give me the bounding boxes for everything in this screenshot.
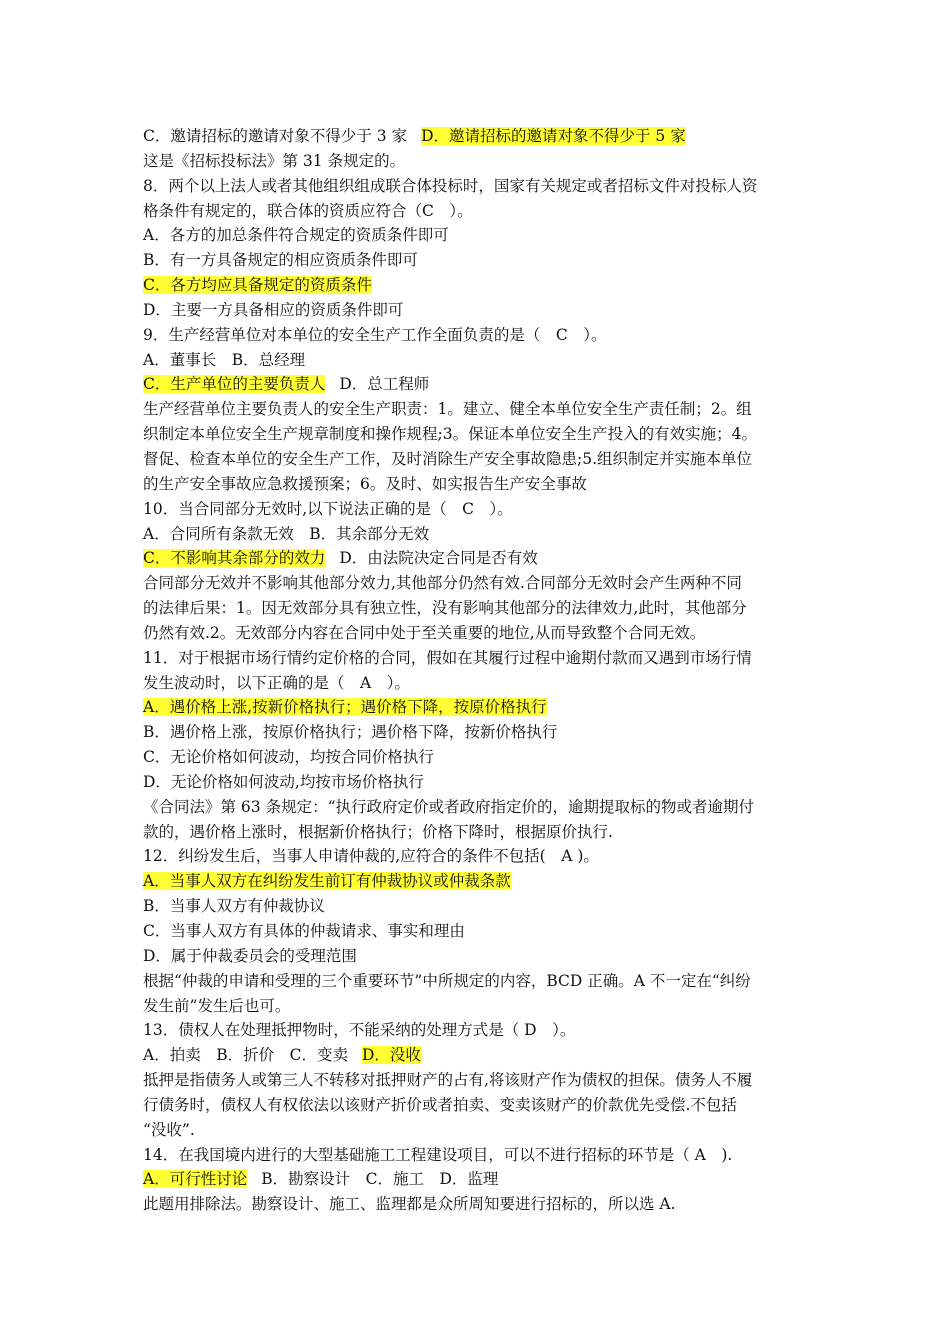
text-line	[143, 546, 823, 571]
text-line	[143, 1118, 823, 1143]
text-segment: 款的，遇价格上涨时，根据新价格执行；价格下降时，根据原价执行.	[143, 822, 613, 841]
highlighted-answer: C．生产单位的主要负责人	[143, 375, 326, 394]
text-line	[143, 447, 823, 472]
text-segment: D．总工程师	[339, 375, 430, 394]
text-segment: 《合同法》第 63 条规定：“执行政府定价或者政府指定价的，逾期提取标的物或者逾期付	[143, 797, 755, 816]
text-segment: “没收”.	[143, 1120, 195, 1139]
highlighted-answer: D．没收	[361, 1046, 421, 1065]
text-line	[143, 994, 823, 1019]
highlighted-answer: A．遇价格上涨,按新价格执行；遇价格下降，按原价格执行	[143, 698, 547, 717]
text-line	[143, 720, 823, 745]
text-segment: 此题用排除法。勘察设计、施工、监理都是众所周知要进行招标的，所以选 A.	[143, 1195, 676, 1214]
text-segment: B．勘察设计 C．施工 D．监理	[261, 1170, 499, 1189]
text-segment: A．合同所有条款无效 B．其余部分无效	[143, 524, 430, 543]
text-segment: 根据“仲裁的申请和受理的三个重要环节”中所规定的内容，BCD 正确。A 不一定在“纠纷	[143, 971, 751, 990]
text-line	[143, 844, 823, 869]
text-segment: D．主要一方具备相应的资质条件即可	[143, 300, 404, 319]
text-segment: 9．生产经营单位对本单位的安全生产工作全面负责的是（ C ）。	[143, 325, 607, 344]
text-segment: 8．两个以上法人或者其他组织组成联合体投标时，国家有关规定或者招标文件对投标人资	[143, 176, 758, 195]
text-line	[143, 199, 823, 224]
text-segment: 13．债权人在处理抵押物时，不能采纳的处理方式是（ D ）。	[143, 1021, 576, 1040]
text-line	[143, 770, 823, 795]
text-line	[143, 820, 823, 845]
text-segment: 的法律后果：1。因无效部分具有独立性，没有影响其他部分的法律效力,此时，其他部分	[143, 599, 747, 618]
text-segment: 11．对于根据市场行情约定价格的合同，假如在其履行过程中逾期付款而又遇到市场行情	[143, 648, 752, 667]
text-line	[143, 1043, 823, 1068]
highlighted-answer: C．不影响其余部分的效力	[143, 549, 326, 568]
text-line	[143, 969, 823, 994]
highlighted-answer: A．可行性讨论	[143, 1170, 248, 1189]
text-line	[143, 745, 823, 770]
text-segment: 格条件有规定的，联合体的资质应符合（C ）。	[143, 201, 473, 220]
text-line	[143, 571, 823, 596]
text-segment: 生产经营单位主要负责人的安全生产职责：1。建立、健全本单位安全生产责任制；2。组	[143, 400, 752, 419]
text-line	[143, 149, 823, 174]
text-line	[143, 497, 823, 522]
text-segment: A．董事长 B．总经理	[143, 350, 306, 369]
text-segment: 织制定本单位安全生产规章制度和操作规程;3。保证本单位安全生产投入的有效实施；4。	[143, 425, 757, 444]
text-segment: 行债务时，债权人有权依法以该财产折价或者拍卖、变卖该财产的价款优先受偿.不包括	[143, 1095, 737, 1114]
text-line	[143, 124, 823, 149]
text-line	[143, 1068, 823, 1093]
text-segment: C．无论价格如何波动，均按合同价格执行	[143, 748, 434, 767]
text-line	[143, 1192, 823, 1217]
text-line	[143, 223, 823, 248]
text-segment: 发生波动时，以下正确的是（ A ）。	[143, 673, 410, 692]
document-body	[143, 124, 823, 1217]
text-segment: 14．在我国境内进行的大型基础施工工程建设项目，可以不进行招标的环节是（ A ).	[143, 1145, 733, 1164]
text-segment: 督促、检查本单位的安全生产工作，及时消除生产安全事故隐患;5.组织制定并实施本单位	[143, 449, 753, 468]
text-segment: C．当事人双方有具体的仲裁请求、事实和理由	[143, 922, 465, 940]
text-line	[143, 944, 823, 969]
text-segment: 这是《招标投标法》第 31 条规定的。	[143, 151, 406, 170]
text-segment: B．有一方具备规定的相应资质条件即可	[143, 251, 418, 270]
highlighted-answer: C．各方均应具备规定的资质条件	[143, 276, 372, 295]
text-line	[143, 596, 823, 621]
text-segment: A．拍卖 B．折价 C．变卖	[143, 1046, 348, 1065]
text-line	[143, 397, 823, 422]
text-segment: 仍然有效.2。无效部分内容在合同中处于至关重要的地位,从而导致整个合同无效。	[143, 623, 706, 642]
text-segment: B．当事人双方有仲裁协议	[143, 897, 325, 916]
text-line	[143, 348, 823, 373]
text-line	[143, 522, 823, 547]
text-segment: D．属于仲裁委员会的受理范围	[143, 946, 357, 965]
text-line	[143, 621, 823, 646]
text-line	[143, 174, 823, 199]
text-line	[143, 869, 823, 894]
text-segment: A．各方的加总条件符合规定的资质条件即可	[143, 226, 449, 245]
text-line	[143, 795, 823, 820]
text-line	[143, 273, 823, 298]
text-segment: 发生前”发生后也可。	[143, 996, 291, 1015]
text-line	[143, 1093, 823, 1118]
text-line	[143, 422, 823, 447]
highlighted-answer: A．当事人双方在纠纷发生前订有仲裁协议或仲裁条款	[143, 872, 511, 891]
text-line	[143, 248, 823, 273]
text-segment: 合同部分无效并不影响其他部分效力,其他部分仍然有效.合同部分无效时会产生两种不同	[143, 574, 742, 593]
text-line	[143, 472, 823, 497]
text-segment: D．无论价格如何波动,均按市场价格执行	[143, 772, 424, 791]
text-line	[143, 323, 823, 348]
highlighted-answer: D．邀请招标的邀请对象不得少于 5 家	[421, 127, 686, 145]
text-line	[143, 1167, 823, 1192]
text-segment: 12．纠纷发生后，当事人申请仲裁的,应符合的条件不包括( A )。	[143, 847, 599, 866]
text-segment: 的生产安全事故应急救援预案；6。及时、如实报告生产安全事故	[143, 474, 587, 493]
text-line	[143, 695, 823, 720]
text-line	[143, 919, 823, 944]
text-line	[143, 671, 823, 696]
text-segment: B．遇价格上涨，按原价格执行；遇价格下降，按新价格执行	[143, 723, 558, 742]
text-line	[143, 646, 823, 671]
text-segment: C．邀请招标的邀请对象不得少于 3 家	[143, 127, 408, 145]
text-line	[143, 894, 823, 919]
text-line	[143, 1143, 823, 1168]
text-segment: D．由法院决定合同是否有效	[339, 549, 538, 568]
text-line	[143, 1018, 823, 1043]
text-segment: 抵押是指债务人或第三人不转移对抵押财产的占有,将该财产作为债权的担保。债务人不履	[143, 1071, 753, 1090]
text-line	[143, 298, 823, 323]
text-line	[143, 372, 823, 397]
text-segment: 10．当合同部分无效时,以下说法正确的是（ C ）。	[143, 499, 513, 518]
